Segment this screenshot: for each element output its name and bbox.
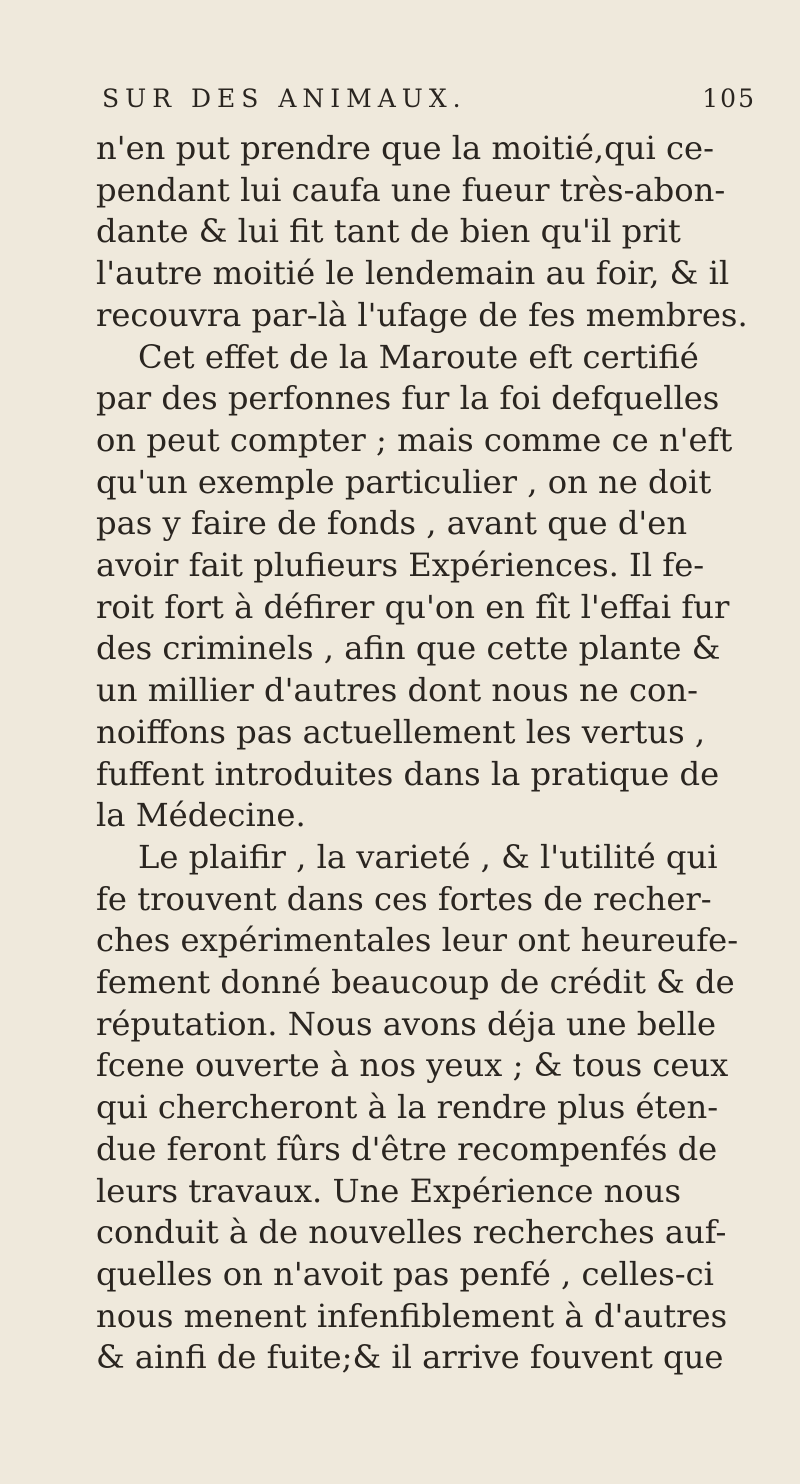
text-line: qu'un exemple particulier , on ne doit [96, 462, 712, 501]
body-text [96, 128, 760, 1379]
text-line: fe trouvent dans ces fortes de recher- [96, 879, 712, 918]
text-line: due feront fûrs d'être recompenfés de [96, 1129, 718, 1168]
text-line: noiffons pas actuellement les vertus , [96, 712, 706, 751]
text-line: avoir fait plufieurs Expériences. Il fe- [96, 546, 705, 585]
text-line: fement donné beaucoup de crédit & de [96, 963, 735, 1002]
text-line: l'autre moitié le lendemain au foir, & il [96, 254, 730, 293]
running-title: SUR DES ANIMAUX. [102, 84, 467, 113]
text-line: n'en put prendre que la moitié,qui ce- [96, 129, 714, 167]
text-line: dante & lui fit tant de bien qu'il prit [96, 212, 681, 251]
text-line: un millier d'autres dont nous ne con- [96, 671, 699, 710]
text-line: pas y faire de fonds , avant que d'en [96, 504, 688, 543]
text-line: on peut compter ; mais comme ce n'eft [96, 420, 733, 459]
text-line: des criminels , afin que cette plante & [96, 629, 721, 668]
text-line: réputation. Nous avons déja une belle [96, 1004, 717, 1043]
paragraph-start-line: Cet effet de la Maroute eft certifié [138, 337, 699, 376]
text-line: conduit à de nouvelles recherches auf- [96, 1213, 727, 1252]
text-line: qui chercheront à la rendre plus éten- [96, 1088, 719, 1127]
text-line: & ainfi de fuite;& il arrive fouvent que [96, 1338, 724, 1377]
text-line: nous menent infenfiblement à d'autres [96, 1296, 728, 1335]
text-line: fuffent introduites dans la pratique de [96, 754, 720, 793]
text-line: roit fort à défirer qu'on en fît l'effai fur [96, 587, 730, 626]
text-line: fcene ouverte à nos yeux ; & tous ceux [96, 1046, 729, 1085]
text-line: quelles on n'avoit pas penfé , celles-ci [96, 1254, 714, 1293]
paragraph-start-line: Le plaifir , la varieté , & l'utilité qui [138, 837, 718, 876]
text-line: recouvra par-là l'ufage de fes membres. [96, 295, 748, 334]
running-head [102, 82, 760, 128]
text-line: pendant lui caufa une fueur très-abon- [96, 170, 726, 209]
text-line: leurs travaux. Une Expérience nous [96, 1171, 682, 1210]
text-line: par des perfonnes fur la foi defquelles [96, 379, 720, 418]
text-line: la Médecine. [96, 796, 306, 835]
text-line: ches expérimentales leur ont heureufe- [96, 921, 739, 960]
page-number: 105 [702, 84, 756, 113]
